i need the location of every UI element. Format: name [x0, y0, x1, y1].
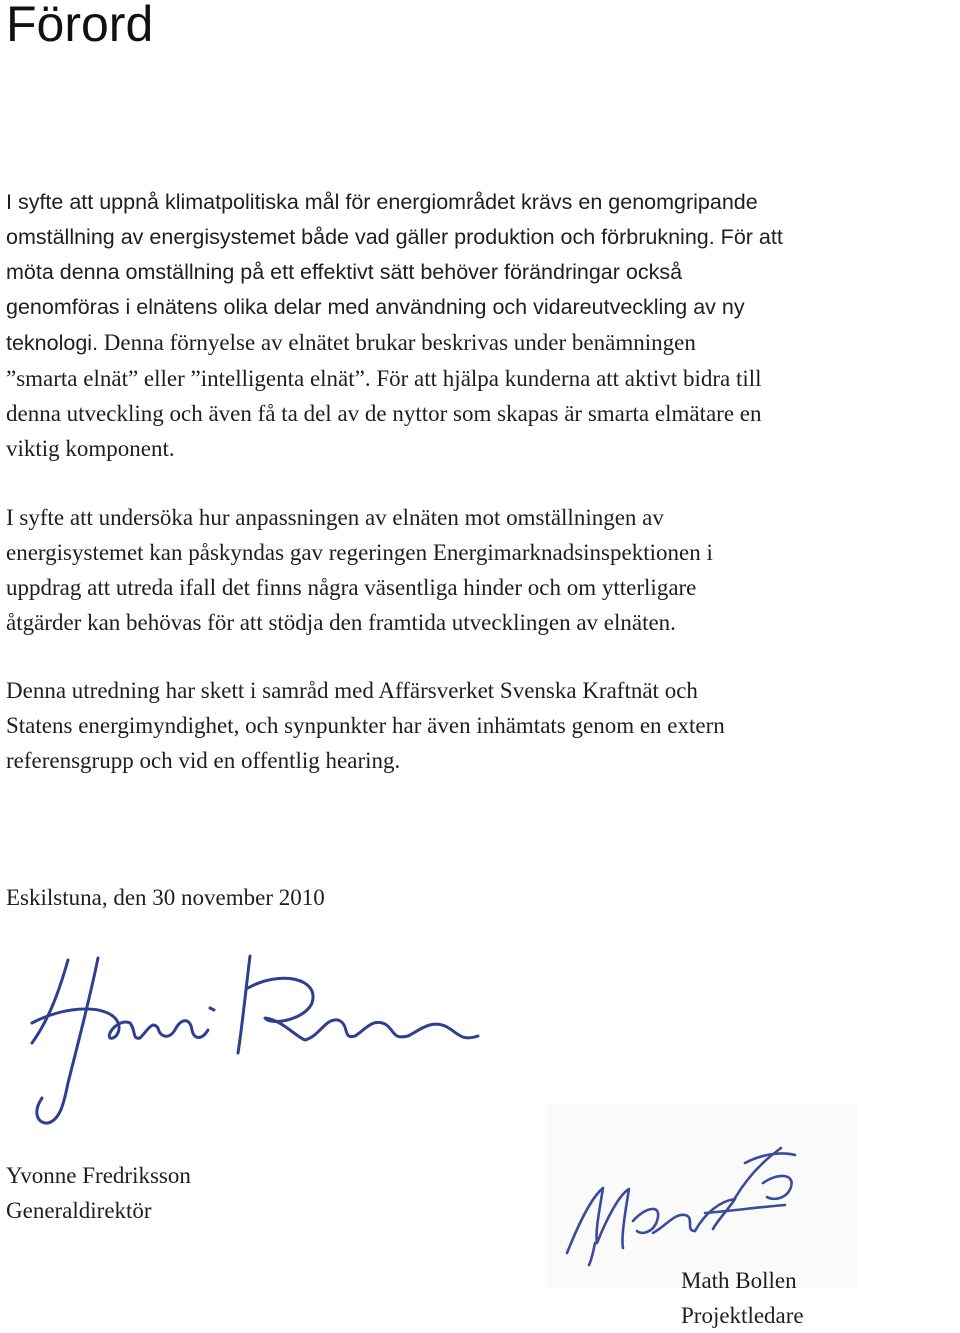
paragraph-segment: teknologi. [6, 331, 99, 355]
paragraph-line: omställning av energisystemet både vad gäller produktion och förbrukning. För att [6, 225, 783, 249]
paragraph-segment: För att hjälpa kunderna att aktivt bidra till [376, 366, 762, 391]
paragraph-line: åtgärder kan behövas för att stödja den framtida utvecklingen av elnäten. [6, 610, 676, 635]
paragraph-line: Denna utredning har skett i samråd med Affärsverket Svenska Kraftnät och [6, 678, 698, 703]
paragraph-segment: ”smarta elnät” eller ”intelligenta elnät”. [6, 366, 371, 391]
paragraph-line: uppdrag att utreda ifall det finns några väsentliga hinder och om ytterligare [6, 575, 697, 600]
signatory-name: Math Bollen [681, 1268, 797, 1293]
signatory-math [681, 1263, 951, 1333]
signatory-title: Projektledare [681, 1303, 804, 1328]
page-title: Förord [6, 0, 154, 52]
signatory-title: Generaldirektör [6, 1198, 152, 1223]
signatory-name: Yvonne Fredriksson [6, 1163, 191, 1188]
paragraph-line: energisystemet kan påskyndas gav regeringen Energimarknadsinspektionen i [6, 540, 713, 565]
consultation-paragraph [6, 673, 958, 778]
paragraph-line: I syfte att undersöka hur anpassningen av elnäten mot omställningen av [6, 505, 664, 530]
paragraph-line: möta denna omställning på ett effektivt sätt behöver förändringar också [6, 260, 683, 284]
paragraph-line: denna utveckling och även få ta del av de nyttor som skapas är smarta elmätare en [6, 401, 762, 426]
paragraph-line [6, 361, 958, 396]
intro-paragraph [6, 185, 958, 466]
paragraph-line: genomföras i elnätens olika delar med användning och vidareutveckling av ny [6, 295, 745, 319]
paragraph-line [6, 325, 958, 361]
paragraph-line: viktig komponent. [6, 436, 175, 461]
assignment-paragraph [6, 500, 958, 640]
paragraph-line: Statens energimyndighet, och synpunkter har även inhämtats genom en extern [6, 713, 725, 738]
signature-math-bollen [545, 1103, 857, 1288]
place-and-date: Eskilstuna, den 30 november 2010 [6, 885, 325, 910]
paragraph-line: referensgrupp och vid en offentlig hearing. [6, 748, 401, 773]
signature-yvonne-fredriksson [20, 948, 490, 1128]
paragraph-line: I syfte att uppnå klimatpolitiska mål för energiområdet krävs en genomgripande [6, 190, 758, 214]
paragraph-segment: Denna förnyelse av elnätet brukar beskrivas under benämningen [103, 330, 696, 355]
